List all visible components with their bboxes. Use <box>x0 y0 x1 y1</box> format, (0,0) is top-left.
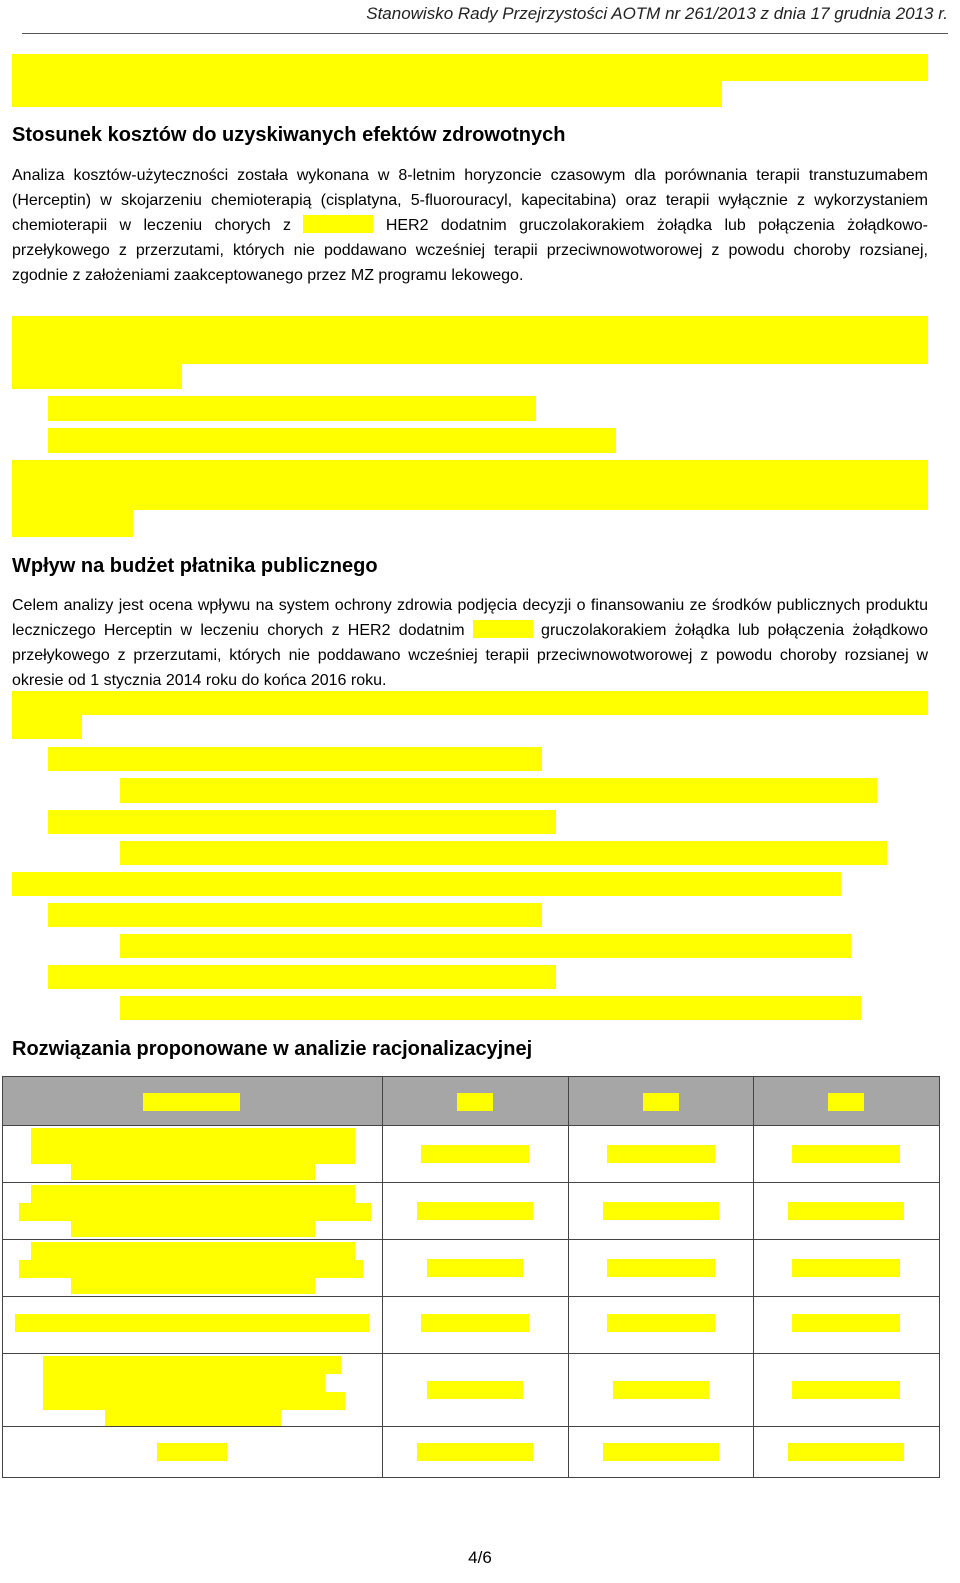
redacted-cell <box>143 1093 240 1111</box>
redacted-cell <box>457 1093 493 1111</box>
table-row <box>3 1126 940 1183</box>
paragraph-text: Celem analizy jest ocena wpływu na system ochrony zdrowia podjęcia decyzji o finansowaniu ze środków publicznych produktu leczniczego Herceptin w leczeniu chorych z HER2 dodatnim <box>12 597 928 639</box>
redacted-cell <box>792 1259 900 1277</box>
redacted-cell <box>788 1202 904 1220</box>
table-cell <box>3 1297 383 1354</box>
table-cell <box>568 1240 754 1297</box>
table-header-cell <box>383 1077 569 1126</box>
redacted-block <box>12 81 722 107</box>
redacted-block <box>120 778 877 803</box>
table-cell <box>3 1354 383 1427</box>
paragraph-cost-effect <box>12 163 928 288</box>
paragraph-budget <box>12 593 928 693</box>
table-cell <box>754 1126 940 1183</box>
redacted-cell <box>788 1443 904 1461</box>
redacted-cell <box>792 1145 900 1163</box>
redacted-cell <box>71 1221 315 1237</box>
redacted-cell <box>71 1278 315 1294</box>
redacted-cell <box>421 1145 529 1163</box>
table-header-cell <box>754 1077 940 1126</box>
redacted-block <box>12 715 82 739</box>
paragraph-text: Analiza kosztów-użyteczności została wykonana w 8-letnim horyzoncie czasowym dla porównania terapii transtuzumabem (Herceptin) w skojarzeniu chemioterapią (cisplatyna, 5-fluorouracyl, kapecitabina) oraz terapii wyłącznie z wykorzystaniem chemioterapii w leczeniu chorych z <box>12 167 928 234</box>
table-cell <box>3 1427 383 1478</box>
redacted-block <box>12 872 841 896</box>
redacted-cell <box>157 1443 227 1461</box>
redacted-cell <box>43 1356 341 1374</box>
redacted-cell <box>31 1146 355 1164</box>
table-cell <box>3 1240 383 1297</box>
redacted-cell <box>31 1242 355 1260</box>
table-cell <box>568 1297 754 1354</box>
redacted-block <box>48 428 616 453</box>
table-cell <box>754 1354 940 1427</box>
redacted-cell <box>43 1392 345 1410</box>
redacted-cell <box>607 1259 715 1277</box>
redacted-block <box>12 316 928 364</box>
redacted-cell <box>792 1381 900 1399</box>
redacted-cell <box>43 1374 325 1392</box>
redacted-cell <box>613 1381 709 1399</box>
table-cell <box>383 1126 569 1183</box>
table-cell <box>754 1297 940 1354</box>
table-row <box>3 1427 940 1478</box>
table-row <box>3 1297 940 1354</box>
redacted-block <box>120 934 851 958</box>
table-cell <box>383 1183 569 1240</box>
document-title: Stanowisko Rady Przejrzystości AOTM nr 261/2013 z dnia 17 grudnia 2013 r. <box>366 4 948 23</box>
table-header-cell <box>3 1077 383 1126</box>
redacted-cell <box>828 1093 864 1111</box>
redacted-cell <box>19 1203 371 1221</box>
redacted-block <box>12 364 182 389</box>
redacted-block <box>48 747 542 771</box>
table-cell <box>754 1183 940 1240</box>
redacted-cell <box>105 1410 281 1426</box>
table-cell <box>383 1427 569 1478</box>
redacted-block <box>120 996 861 1020</box>
table-cell <box>568 1354 754 1427</box>
redacted-cell <box>417 1202 533 1220</box>
table-cell <box>754 1240 940 1297</box>
table-header-row <box>3 1077 940 1126</box>
section-heading-budget: Wpływ na budżet płatnika publicznego <box>12 555 378 577</box>
table-header-cell <box>568 1077 754 1126</box>
redacted-cell <box>71 1164 315 1180</box>
redacted-block <box>48 965 556 989</box>
table-cell <box>568 1427 754 1478</box>
redacted-inline <box>473 620 533 638</box>
redacted-cell <box>603 1202 719 1220</box>
table-cell <box>568 1126 754 1183</box>
redacted-cell <box>31 1128 355 1146</box>
redacted-cell <box>792 1314 900 1332</box>
redacted-cell <box>31 1185 355 1203</box>
redacted-inline <box>303 215 373 233</box>
paragraph-text: HER2 dodatnim gruczolakorakiem żołądka lub połączenia żołądkowo-przełykowego z przerzutami, których nie poddawano wcześniej terapii przeciwnowotworowej z powodu choroby rozsianej, zgodnie z założeniami zaakceptowanego przez MZ programu lekowego. <box>12 217 929 284</box>
redacted-cell <box>643 1093 679 1111</box>
table-cell <box>383 1354 569 1427</box>
paragraph-text: gruczolakorakiem żołądka lub połączenia żołądkowo przełykowego z przerzutami, których nie poddawano wcześniej terapii przeciwnowotworowej z powodu choroby rozsianej w okresie od 1 stycznia 2014 roku do końca 2016 roku. <box>12 622 928 689</box>
table-row <box>3 1183 940 1240</box>
redacted-cell <box>607 1314 715 1332</box>
rationalization-table <box>2 1076 940 1478</box>
page-number: 4/6 <box>468 1548 492 1567</box>
table-cell <box>754 1427 940 1478</box>
table-row <box>3 1240 940 1297</box>
table-cell <box>383 1297 569 1354</box>
redacted-block <box>12 460 928 510</box>
section-heading-cost-effect: Stosunek kosztów do uzyskiwanych efektów zdrowotnych <box>12 124 566 146</box>
redacted-cell <box>19 1260 363 1278</box>
redacted-block <box>120 841 887 865</box>
section-heading-rationalization: Rozwiązania proponowane w analizie racjonalizacyjnej <box>12 1038 533 1060</box>
redacted-cell <box>607 1145 715 1163</box>
redacted-block <box>48 903 542 927</box>
redacted-cell <box>427 1381 523 1399</box>
table-cell <box>3 1183 383 1240</box>
table-cell <box>383 1240 569 1297</box>
redacted-cell <box>421 1314 529 1332</box>
redacted-cell <box>417 1443 533 1461</box>
redacted-block <box>12 510 133 537</box>
redacted-cell <box>15 1314 369 1332</box>
header-divider <box>22 33 948 34</box>
redacted-block <box>48 810 556 834</box>
table-cell <box>3 1126 383 1183</box>
redacted-block <box>48 396 536 421</box>
table-cell <box>568 1183 754 1240</box>
redacted-cell <box>603 1443 719 1461</box>
table-row <box>3 1354 940 1427</box>
redacted-block <box>12 54 928 81</box>
redacted-cell <box>427 1259 523 1277</box>
redacted-block <box>12 691 928 715</box>
